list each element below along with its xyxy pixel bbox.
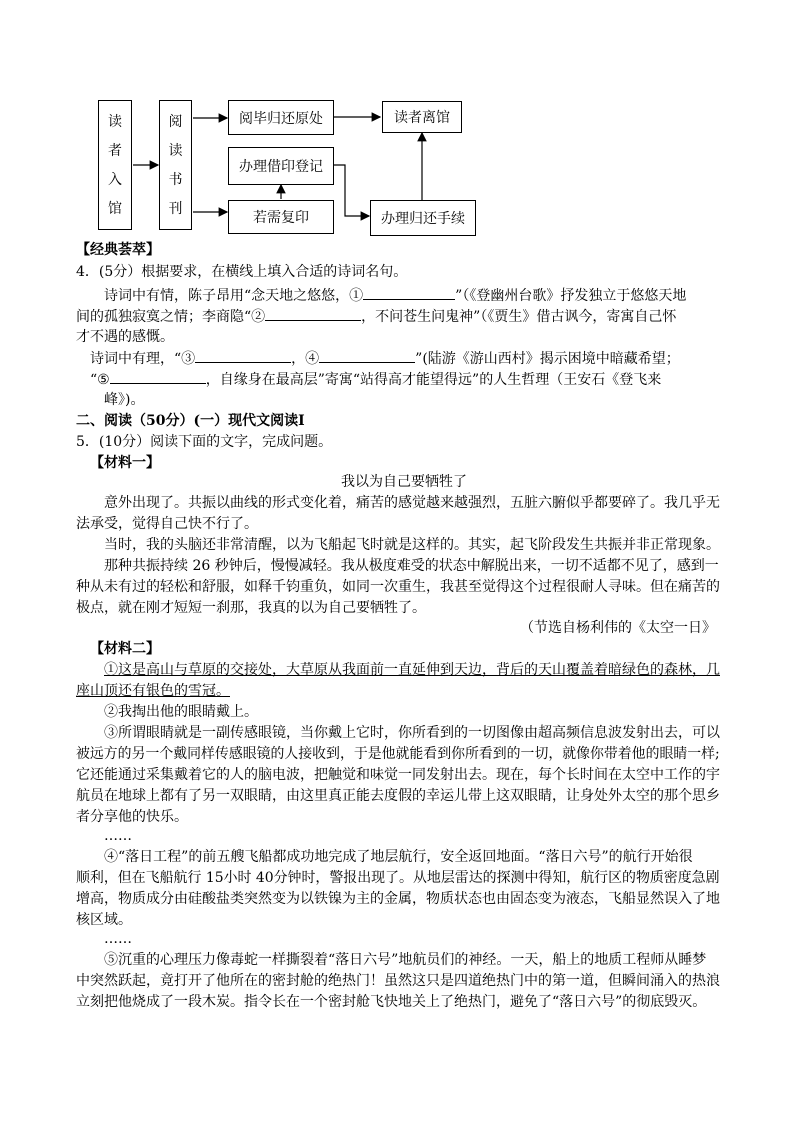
m1-p1-line1: 意外出现了。共振以曲线的形式变化着，痛苦的感觉越来越强烈，五脏六腑似乎都要碎了。我几乎无 xyxy=(104,495,720,511)
blank-1-field[interactable] xyxy=(363,285,455,300)
section-classic-heading: 【经典荟萃】 xyxy=(76,242,160,258)
q4-line1 xyxy=(104,285,686,306)
flow-enter-box xyxy=(98,100,132,230)
m2-s5-line2: 中突然跃起，竟打开了他所在的密封舱的绝热门！虽然这只是四道绝热门中的第一道，但瞬间涌入的热浪 xyxy=(76,973,720,989)
flow-return-procedure-box: 办理归还手续 xyxy=(370,200,476,236)
flow-read-char: 刊 xyxy=(168,200,183,217)
flow-enter-char: 者 xyxy=(108,142,122,159)
blank-5-field[interactable] xyxy=(110,369,206,384)
q4-line2-a: 间的孤独寂寞之情；李商隐“ xyxy=(76,309,252,325)
q4-line5-a: “ xyxy=(90,372,98,388)
flow-enter-char: 读 xyxy=(108,113,122,130)
m2-s1-line1: ①这是高山与草原的交接处，大草原从我面前一直延伸到天边，背后的天山覆盖着暗绿色的森林，几 xyxy=(104,662,720,678)
m1-p3-line3: 极点，就在刚才短短一刹那，我真的以为自己要牺牲了。 xyxy=(76,600,426,616)
m2-s3-line5: 者分享他的快乐。 xyxy=(76,809,188,825)
blank-3-label: ③ xyxy=(181,351,196,367)
q4-line2 xyxy=(76,306,676,327)
blank-5-label: ⑤ xyxy=(97,372,110,388)
q4-line4-b: ， xyxy=(291,351,306,367)
section2-heading: 二、阅读（50分）(一）现代文阅读Ⅰ xyxy=(76,413,305,429)
flow-borrow-register-box: 办理借印登记 xyxy=(228,147,334,185)
ellipsis-1: …… xyxy=(104,828,132,844)
m1-p3-line2: 种从未有过的轻松和舒服，如释千钧重负，如同一次重生，我甚至觉得这个过程很耐人寻味。但在痛苦的 xyxy=(76,579,720,595)
blank-2-field[interactable] xyxy=(265,306,361,321)
m1-p1-line2: 法承受，觉得自己快不行了。 xyxy=(76,516,258,532)
flow-read-char: 读 xyxy=(168,142,183,159)
q4-line4-c: ”(陆游《游山西村》揭示困境中暗藏希望； xyxy=(415,351,680,367)
q4-line4 xyxy=(90,348,680,369)
flow-read-box xyxy=(159,100,192,230)
m2-s1-line2: 座山顶还有银色的雪冠。 xyxy=(76,683,230,699)
m2-s3-line2: 被远方的另一个戴同样传感眼镜的人接收到，于是他就能看到你所看到的一切，就像你带着他的眼睛一样; xyxy=(76,746,720,762)
blank-4-label: ④ xyxy=(305,351,320,367)
flow-return-after-reading-box: 阅毕归还原处 xyxy=(228,100,334,135)
blank-1-label: ① xyxy=(349,288,364,304)
q4-line3: 才不遇的感慨。 xyxy=(76,329,174,345)
material2-label: 【材料二】 xyxy=(90,641,160,657)
m2-s4-line2: 顺利，但在飞船航行 15小时 40分钟时，警报出现了。从地层雷达的探测中得知，航行区的物质密度急剧 xyxy=(76,870,720,886)
blank-3-field[interactable] xyxy=(195,348,291,363)
m2-s4-line1: ④“落日工程”的前五艘飞船都成功地完成了地层航行，安全返回地面。“落日六号”的航行开始很 xyxy=(104,849,693,865)
flow-copy-box: 若需复印 xyxy=(228,200,334,234)
m2-s5-line1: ⑤沉重的心理压力像毒蛇一样撕裂着“落日六号”地航员们的神经。一天，船上的地质工程师从睡梦 xyxy=(104,952,707,968)
q4-line1-b: ”（《登幽州台歌》抒发独立于悠悠天地 xyxy=(455,288,687,304)
flow-enter-char: 馆 xyxy=(108,200,122,217)
q4-line6: 峰》)。 xyxy=(104,392,145,408)
flow-leave-box: 读者离馆 xyxy=(382,101,462,133)
m2-s3-line1: ③所谓眼睛就是一副传感眼镜，当你戴上它时，你所看到的一切图像由超高频信息波发射出去，可以 xyxy=(104,725,720,741)
q4-line5-b: ，自缘身在最高层”寄寓“站得高才能望得远”的人生哲理（王安石《登飞来 xyxy=(205,372,662,388)
q4-line4-a: 诗词中有理，“ xyxy=(90,351,182,367)
m2-s3-line4: 航员在地球上都有了另一双眼睛，由这里真正能去度假的幸运儿带上这双眼睛，让身处外太空的那个思乡 xyxy=(76,788,720,804)
q4-line5 xyxy=(90,369,661,390)
m2-s4-line4: 核区域。 xyxy=(76,912,132,928)
m1-p2: 当时，我的头脑还非常清醒，以为飞船起飞时就是这样的。其实，起飞阶段发生共振并非正常现象。 xyxy=(104,537,720,553)
flow-enter-char: 入 xyxy=(108,171,122,188)
q4-line1-a: 诗词中有情，陈子昂用“念天地之悠悠， xyxy=(104,288,350,304)
m2-s4-line3: 增高，物质成分由硅酸盐类突然变为以铁镍为主的金属，物质状态也由固态变为液态，飞船显然误入了地 xyxy=(76,891,720,907)
blank-4-field[interactable] xyxy=(319,348,415,363)
flow-read-char: 阅 xyxy=(168,113,183,130)
m2-s5-line3: 立刻把他烧成了一段木炭。指令长在一个密封舱飞快地关上了绝热门，避免了“落日六号”的彻底毁灭。 xyxy=(76,994,707,1010)
m1-source: （节选自杨利伟的《太空一日》 xyxy=(520,620,716,636)
q4-line2-b: ，不问苍生问鬼神”（《贾生》借古讽今，寄寓自己怀 xyxy=(361,309,677,325)
q4-header: 4．(5分）根据要求，在横线上填入合适的诗词名句。 xyxy=(76,264,408,280)
m2-s2: ②我掏出他的眼睛戴上。 xyxy=(104,704,258,720)
material1-title: 我以为自己要牺牲了 xyxy=(341,474,467,490)
material1-label: 【材料一】 xyxy=(90,455,160,471)
m1-p3-line1: 那种共振持续 26 秒钟后，慢慢减轻。我从极度难受的状态中解脱出来，一切不适都不见了，感到一 xyxy=(104,558,719,574)
flow-read-char: 书 xyxy=(168,171,183,188)
ellipsis-2: …… xyxy=(104,931,132,947)
m2-s3-line3: 它还能通过采集戴着它的人的脑电波，把触觉和味觉一同发射出去。现在，每个长时间在太空中工作的宇 xyxy=(76,767,720,783)
blank-2-label: ② xyxy=(251,309,266,325)
q5-header: 5．(10分）阅读下面的文字，完成问题。 xyxy=(76,434,333,450)
